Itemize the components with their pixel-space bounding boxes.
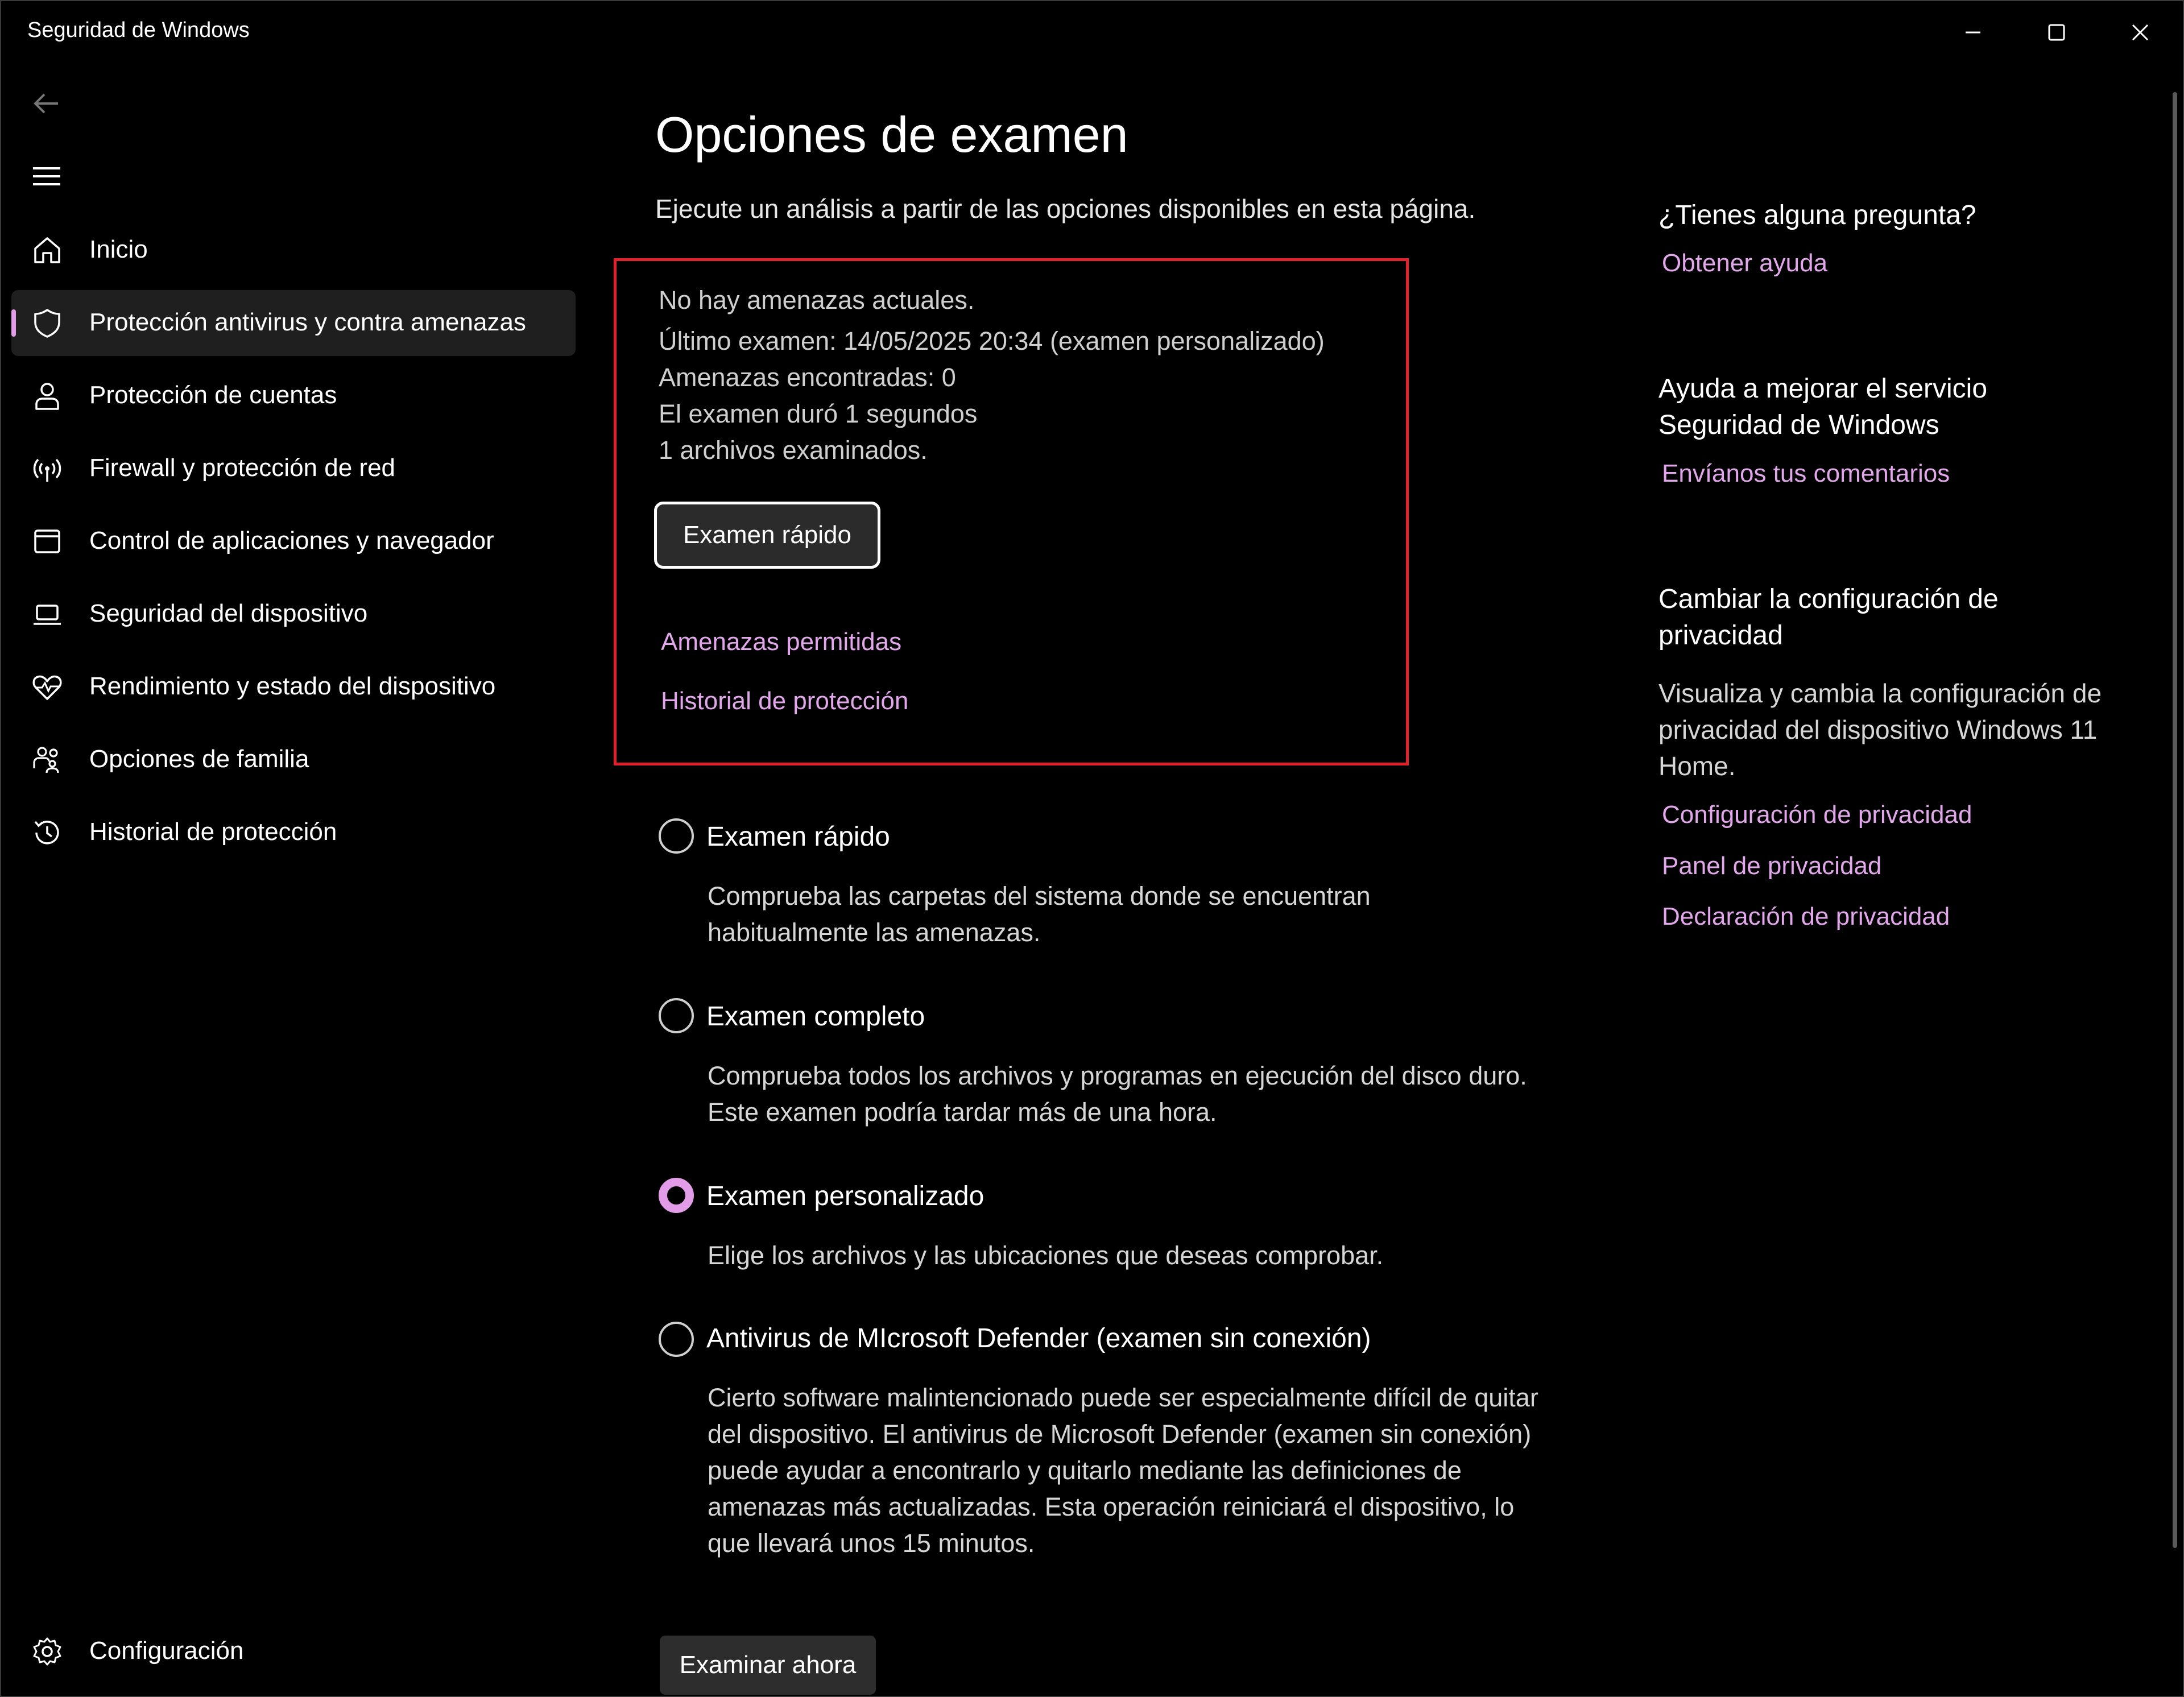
- status-duration: El examen duró 1 segundos: [659, 399, 978, 428]
- minimize-button[interactable]: [1953, 14, 1993, 51]
- window-title: Seguridad de Windows: [27, 18, 250, 42]
- privacy-dashboard-link[interactable]: Panel de privacidad: [1662, 852, 1882, 880]
- privacy-statement-link[interactable]: Declaración de privacidad: [1662, 903, 1950, 930]
- quick-scan-label[interactable]: Examen rápido: [706, 822, 890, 852]
- maximize-button[interactable]: [2036, 14, 2076, 51]
- sidebar-item-label: Protección antivirus y contra amenazas: [89, 308, 526, 336]
- title-bar: [1, 1, 2184, 64]
- sidebar-item-familia[interactable]: [11, 727, 576, 793]
- sidebar-item-rendimiento[interactable]: [11, 654, 576, 720]
- sidebar-item-cuentas[interactable]: [11, 363, 576, 429]
- menu-button[interactable]: [31, 159, 63, 193]
- heart-pulse-icon: [31, 670, 64, 703]
- privacy-settings-link[interactable]: Configuración de privacidad: [1662, 801, 1972, 829]
- shield-icon: [31, 307, 64, 340]
- gear-icon: [31, 1635, 64, 1668]
- back-button[interactable]: [30, 86, 64, 121]
- quick-scan-button[interactable]: Examen rápido: [654, 502, 880, 569]
- privacy-heading: Cambiar la configuración de privacidad: [1658, 584, 1999, 651]
- allowed-threats-link[interactable]: Amenazas permitidas: [661, 628, 902, 656]
- back-arrow-icon: [30, 86, 64, 121]
- sidebar-item-label: Control de aplicaciones y navegador: [89, 527, 494, 554]
- close-button[interactable]: [2120, 14, 2160, 51]
- maximize-icon: [2036, 14, 2076, 51]
- full-scan-radio[interactable]: [659, 998, 694, 1033]
- home-icon: [31, 234, 64, 267]
- sidebar-item-firewall[interactable]: [11, 436, 576, 502]
- status-last-scan: Último examen: 14/05/2025 20:34 (examen personalizado): [659, 326, 1325, 355]
- question-heading: ¿Tienes alguna pregunta?: [1658, 200, 1976, 230]
- sidebar-item-label: Rendimiento y estado del dispositivo: [89, 672, 496, 700]
- quick-scan-radio[interactable]: [659, 818, 694, 854]
- full-scan-description: Comprueba todos los archivos y programas en ejecución del disco duro. Este examen podría tardar más de una hora.: [708, 1061, 1527, 1127]
- laptop-icon: [31, 598, 64, 631]
- full-scan-label[interactable]: Examen completo: [706, 1001, 925, 1032]
- sidebar-item-configuracion[interactable]: [11, 1619, 576, 1684]
- minimize-icon: [1953, 14, 1993, 51]
- sidebar-item-antivirus[interactable]: [11, 290, 576, 356]
- sidebar-item-inicio[interactable]: [11, 217, 576, 283]
- network-icon: [31, 452, 64, 485]
- improve-heading: Ayuda a mejorar el servicio Seguridad de Windows: [1658, 374, 1988, 440]
- feedback-link[interactable]: Envíanos tus comentarios: [1662, 460, 1950, 487]
- sidebar-item-label: Seguridad del dispositivo: [89, 599, 368, 627]
- status-threats-found: Amenazas encontradas: 0: [659, 363, 956, 392]
- family-icon: [31, 743, 64, 776]
- close-icon: [2120, 14, 2160, 51]
- custom-scan-label[interactable]: Examen personalizado: [706, 1181, 985, 1211]
- sidebar-item-historial[interactable]: [11, 800, 576, 866]
- offline-scan-label[interactable]: Antivirus de MIcrosoft Defender (examen sin conexión): [706, 1323, 1371, 1354]
- status-no-threats: No hay amenazas actuales.: [659, 285, 975, 314]
- sidebar-item-label: Firewall y protección de red: [89, 454, 396, 482]
- page-subtitle: Ejecute un análisis a partir de las opciones disponibles en esta página.: [655, 194, 1476, 223]
- sidebar-item-label: Inicio: [89, 235, 148, 263]
- settings-label: Configuración: [89, 1637, 244, 1665]
- get-help-link[interactable]: Obtener ayuda: [1662, 249, 1828, 277]
- sidebar-item-aplicaciones[interactable]: [11, 508, 576, 574]
- history-icon: [31, 816, 64, 849]
- app-browser-icon: [31, 525, 64, 558]
- hamburger-icon: [31, 159, 63, 193]
- scan-now-button[interactable]: Examinar ahora: [660, 1636, 876, 1695]
- offline-scan-radio[interactable]: [659, 1322, 694, 1357]
- person-icon: [31, 379, 64, 412]
- scrollbar[interactable]: [2173, 92, 2177, 1548]
- sidebar-item-label: Historial de protección: [89, 818, 337, 846]
- status-files-scanned: 1 archivos examinados.: [659, 436, 928, 465]
- active-indicator: [11, 309, 16, 337]
- custom-scan-radio[interactable]: [659, 1178, 694, 1213]
- protection-history-link[interactable]: Historial de protección: [661, 687, 909, 715]
- sidebar-item-dispositivo[interactable]: [11, 581, 576, 647]
- custom-scan-description: Elige los archivos y las ubicaciones que deseas comprobar.: [708, 1241, 1384, 1270]
- sidebar-item-label: Protección de cuentas: [89, 381, 337, 409]
- quick-scan-description: Comprueba las carpetas del sistema donde se encuentran habitualmente las amenazas.: [708, 881, 1371, 947]
- page-title: Opciones de examen: [655, 106, 1128, 163]
- privacy-text: Visualiza y cambia la configuración de privacidad del dispositivo Windows 11 Home.: [1658, 678, 2102, 781]
- offline-scan-description: Cierto software malintencionado puede ser especialmente difícil de quitar del dispositivo. El antivirus de Microsoft Defender (examen sin conexión) puede ayudar a encontrarlo y quitarlo mediante las definiciones de amenazas más actualizadas. Esta operación reiniciará el dispositivo, lo que llevará unos 15 minutos.: [708, 1383, 1538, 1558]
- sidebar-item-label: Opciones de familia: [89, 745, 309, 773]
